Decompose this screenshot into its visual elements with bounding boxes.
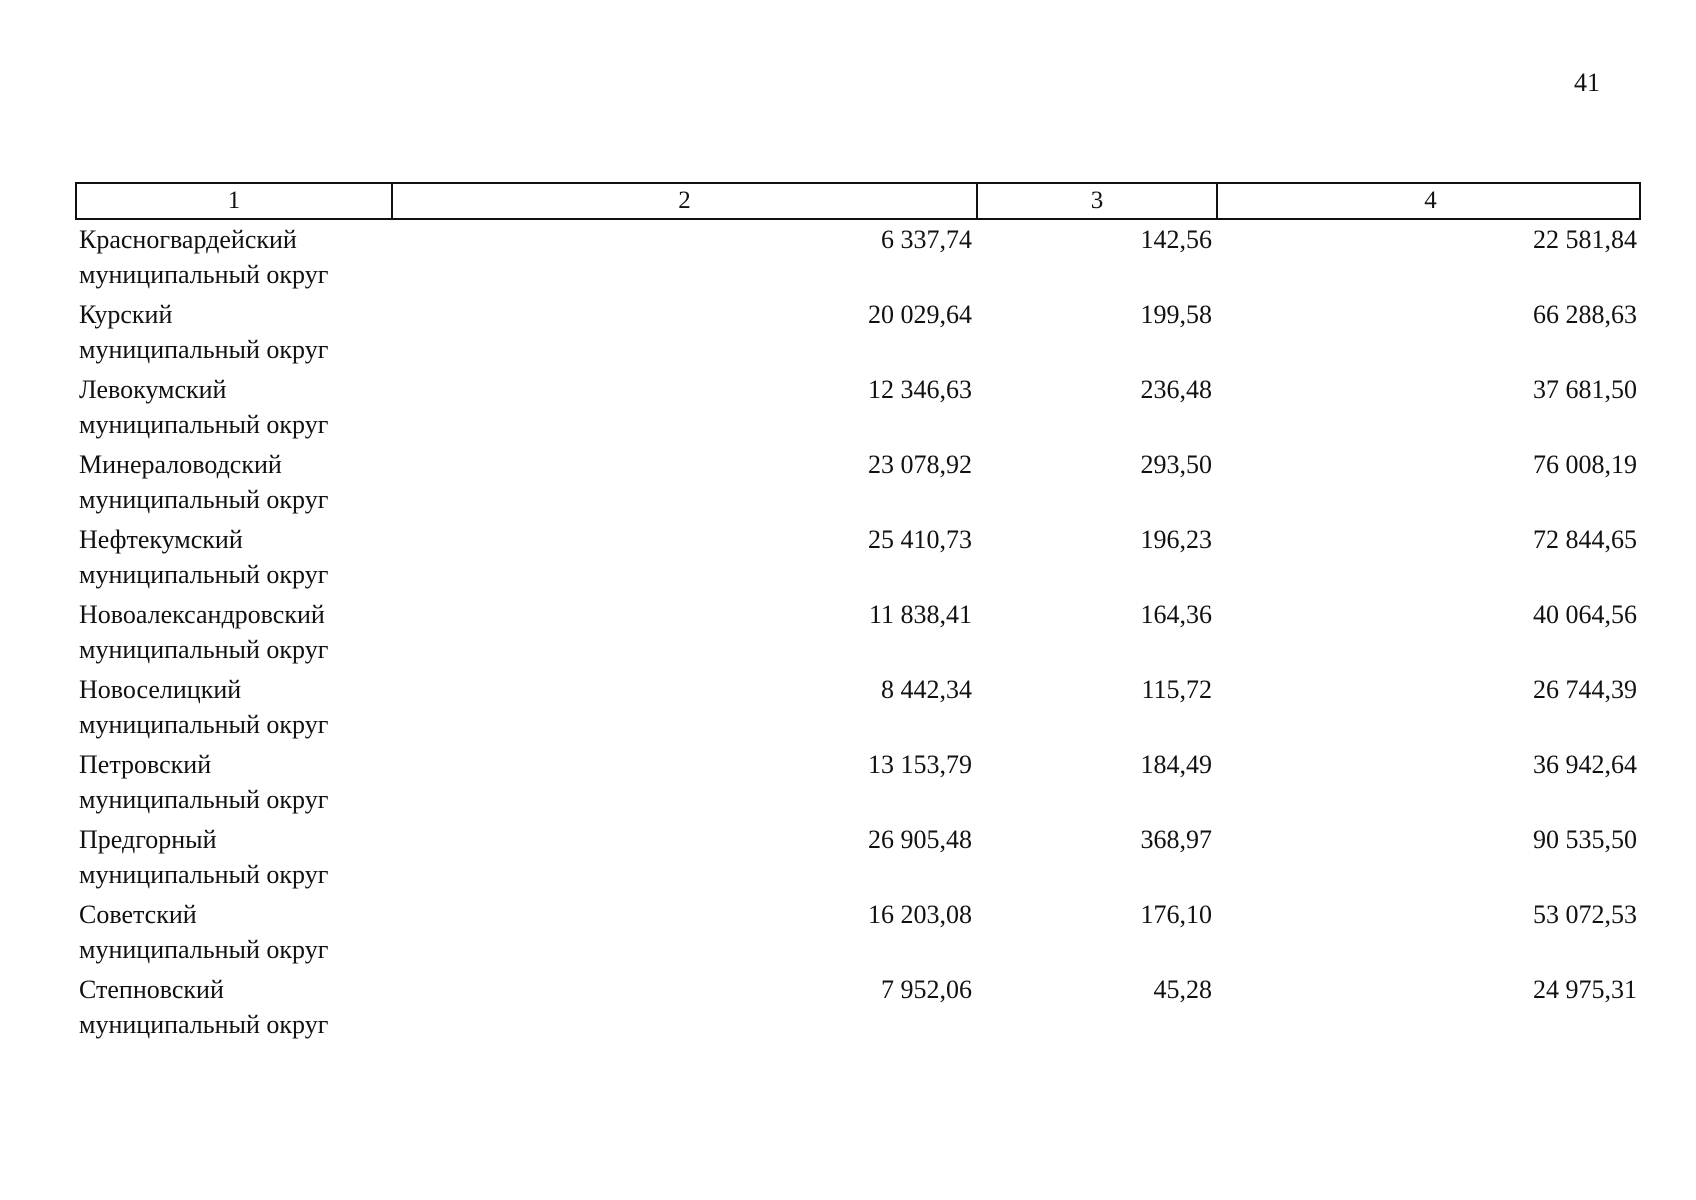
district-name-cell <box>75 445 391 520</box>
value-cell-column-3: 176,10 <box>1140 900 1212 929</box>
value-cell-column-4: 40 064,56 <box>1533 600 1637 629</box>
district-name: Новоалександровский <box>79 600 325 629</box>
table-row <box>75 520 1641 595</box>
table-row <box>75 595 1641 670</box>
value-cell-column-4: 22 581,84 <box>1533 225 1637 254</box>
value-cell-column-4: 66 288,63 <box>1533 300 1637 329</box>
table-row <box>75 370 1641 445</box>
district-type: муниципальный округ <box>79 860 329 889</box>
district-name-cell <box>75 595 391 670</box>
district-name: Курский <box>79 300 173 329</box>
value-cell-column-2: 26 905,48 <box>868 825 972 854</box>
value-cell-column-3: 368,97 <box>1140 825 1212 854</box>
district-name-cell <box>75 745 391 820</box>
value-cell-column-4: 37 681,50 <box>1533 375 1637 404</box>
district-type: муниципальный округ <box>79 410 329 439</box>
value-cell-column-3: 196,23 <box>1140 525 1212 554</box>
value-cell-column-3: 199,58 <box>1140 300 1212 329</box>
district-name-cell <box>75 895 391 970</box>
district-name: Красногвардейский <box>79 225 297 254</box>
district-type: муниципальный округ <box>79 335 329 364</box>
district-type: муниципальный округ <box>79 1010 329 1039</box>
table-row <box>75 745 1641 820</box>
value-cell-column-2: 6 337,74 <box>881 225 972 254</box>
district-type: муниципальный округ <box>79 635 329 664</box>
value-cell-column-2: 11 838,41 <box>868 600 972 629</box>
district-name: Степновский <box>79 975 224 1004</box>
value-cell-column-4: 26 744,39 <box>1533 675 1637 704</box>
district-name-cell <box>75 295 391 370</box>
column-header-4: 4 <box>1424 187 1437 214</box>
district-name-cell <box>75 520 391 595</box>
value-cell-column-2: 20 029,64 <box>868 300 972 329</box>
column-header-2: 2 <box>393 184 978 218</box>
district-name: Советский <box>79 900 197 929</box>
district-name: Новоселицкий <box>79 675 242 704</box>
value-cell-column-2: 23 078,92 <box>868 450 972 479</box>
district-name: Левокумский <box>79 375 227 404</box>
table-row <box>75 220 1641 295</box>
value-cell-column-2: 7 952,06 <box>881 975 972 1004</box>
value-cell-column-4: 53 072,53 <box>1533 900 1637 929</box>
table-row <box>75 445 1641 520</box>
district-type: муниципальный округ <box>79 260 329 289</box>
district-name-cell <box>75 670 391 745</box>
table-row <box>75 970 1641 1045</box>
value-cell-column-2: 13 153,79 <box>868 750 972 779</box>
value-cell-column-2: 12 346,63 <box>868 375 972 404</box>
column-header-3: 3 <box>978 184 1218 218</box>
table-row <box>75 895 1641 970</box>
district-name: Нефтекумский <box>79 525 243 554</box>
value-cell-column-3: 45,28 <box>1153 975 1212 1004</box>
district-type: муниципальный округ <box>79 710 329 739</box>
district-name-cell <box>75 820 391 895</box>
district-name-cell <box>75 370 391 445</box>
value-cell-column-3: 142,56 <box>1140 225 1212 254</box>
district-name: Предгорный <box>79 825 217 854</box>
column-header-1: 1 <box>77 184 393 218</box>
value-cell-column-2: 25 410,73 <box>868 525 972 554</box>
district-type: муниципальный округ <box>79 485 329 514</box>
value-cell-column-4: 24 975,31 <box>1533 975 1637 1004</box>
page-number: 41 <box>1574 68 1600 97</box>
table-row <box>75 295 1641 370</box>
value-cell-column-4: 36 942,64 <box>1533 750 1637 779</box>
value-cell-column-3: 184,49 <box>1140 750 1212 779</box>
district-name-cell <box>75 220 391 295</box>
district-name-cell <box>75 970 391 1045</box>
value-cell-column-3: 236,48 <box>1140 375 1212 404</box>
district-name: Минераловодский <box>79 450 282 479</box>
district-type: муниципальный округ <box>79 560 329 589</box>
value-cell-column-4: 76 008,19 <box>1533 450 1637 479</box>
district-type: муниципальный округ <box>79 785 329 814</box>
table-row <box>75 670 1641 745</box>
value-cell-column-3: 164,36 <box>1140 600 1212 629</box>
table-body <box>75 220 1641 1045</box>
table-row <box>75 820 1641 895</box>
district-name: Петровский <box>79 750 212 779</box>
value-cell-column-3: 293,50 <box>1140 450 1212 479</box>
value-cell-column-3: 115,72 <box>1141 675 1212 704</box>
value-cell-column-4: 90 535,50 <box>1533 825 1637 854</box>
value-cell-column-2: 16 203,08 <box>868 900 972 929</box>
value-cell-column-2: 8 442,34 <box>881 675 972 704</box>
value-cell-column-4: 72 844,65 <box>1533 525 1637 554</box>
district-type: муниципальный округ <box>79 935 329 964</box>
data-table <box>75 182 1641 1045</box>
table-header-row <box>75 182 1641 220</box>
